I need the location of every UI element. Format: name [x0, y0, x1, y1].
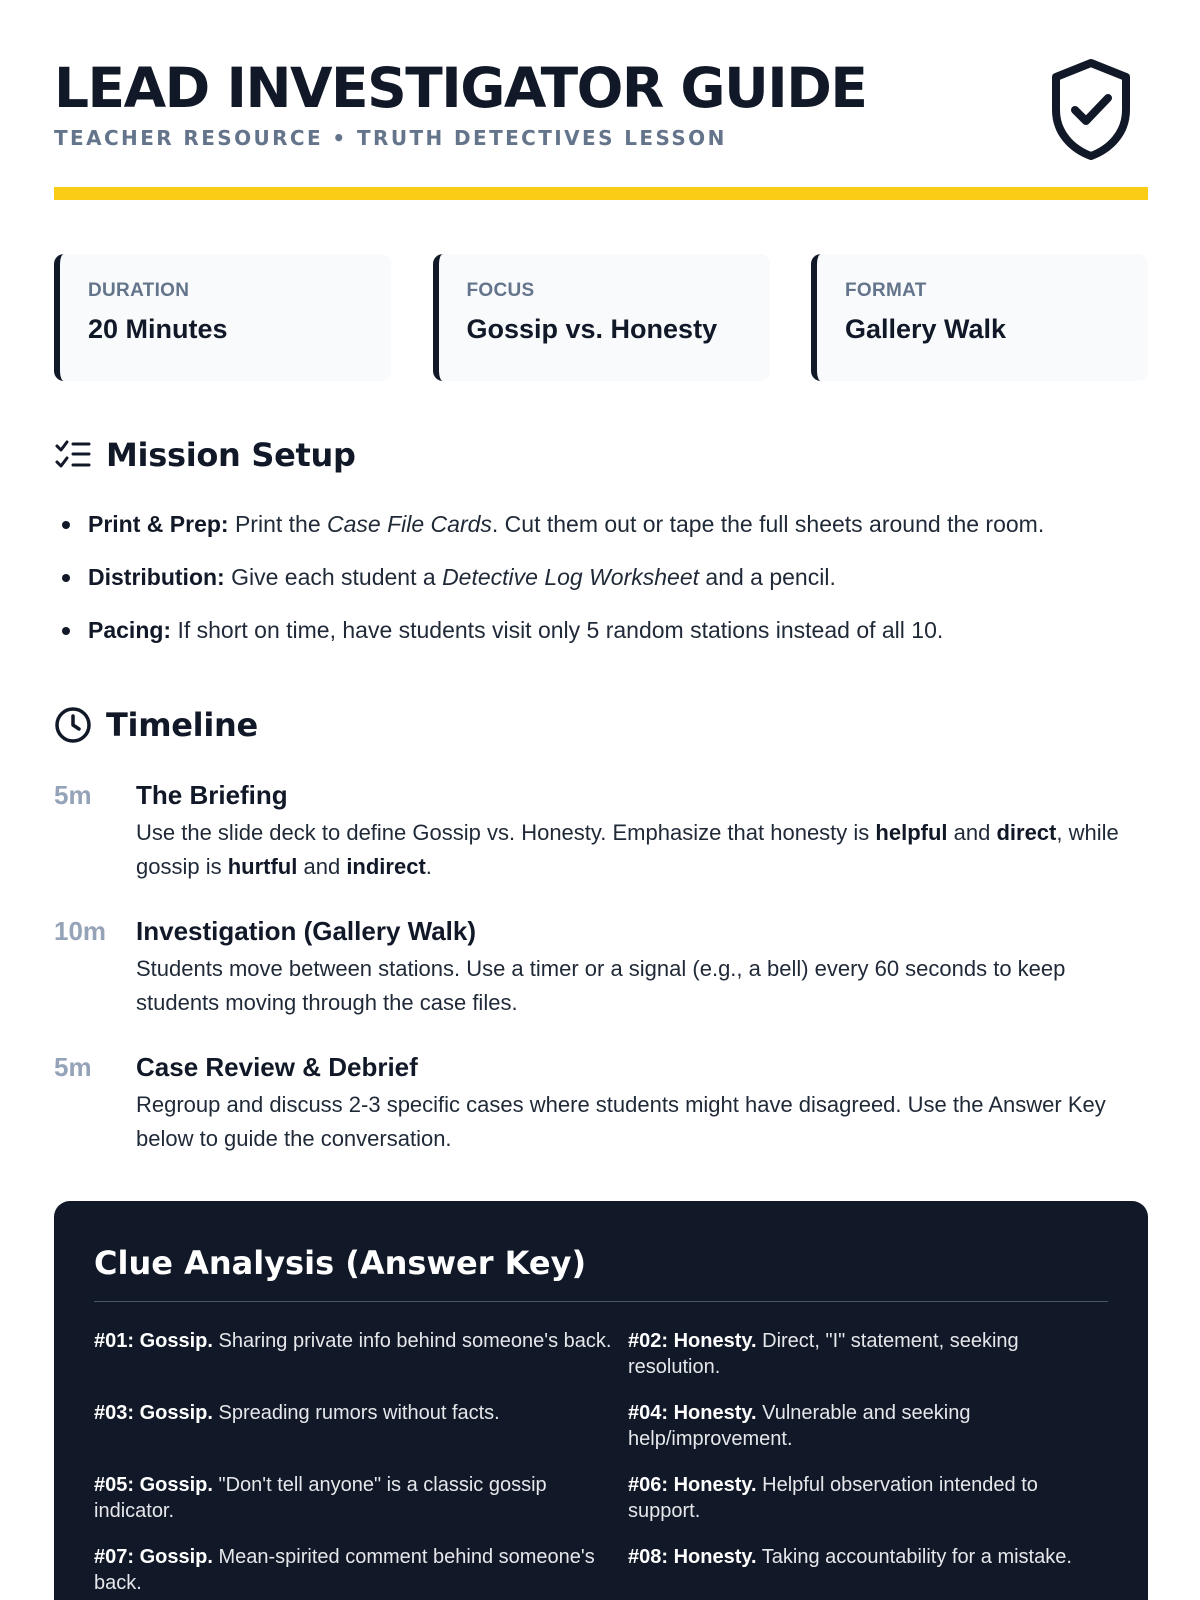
timeline-list — [54, 778, 1148, 1186]
answer-key-panel — [54, 1201, 1148, 1600]
answer-key-divider — [94, 1301, 1108, 1302]
answer-key-item: #01: Gossip. Sharing private info behind someone's back. — [94, 1330, 612, 1352]
mission-list — [62, 508, 1142, 667]
card-value: Gossip vs. Honesty — [466, 314, 718, 344]
card-label: FORMAT — [845, 280, 927, 301]
item-text: If short on time, have students visit only 5 random stations instead of all 10. — [171, 617, 944, 643]
section-title: Mission Setup — [106, 436, 356, 474]
checklist-icon — [54, 438, 92, 472]
timeline-item — [54, 914, 1148, 1020]
page-title: LEAD INVESTIGATOR GUIDE — [54, 56, 867, 120]
page-header — [54, 52, 1148, 150]
timeline-duration: 5m — [54, 1052, 92, 1082]
item-text: Give each student a — [224, 564, 443, 590]
answer-key-item: #06: Honesty. Helpful observation intended to support. — [628, 1474, 1038, 1522]
answer-key-title: Clue Analysis (Answer Key) — [94, 1244, 587, 1282]
item-emphasis: Case File Cards — [327, 511, 492, 537]
timeline-title: Case Review & Debrief — [136, 1052, 418, 1082]
info-cards — [54, 254, 1148, 381]
answer-key-item: #03: Gossip. Spreading rumors without facts. — [94, 1402, 500, 1424]
timeline-description: Students move between stations. Use a timer or a signal (e.g., a bell) every 60 seconds to keep students moving through the case files. — [136, 956, 1066, 1015]
answer-key-item: #04: Honesty. Vulnerable and seeking help/improvement. — [628, 1402, 971, 1450]
item-label: Distribution: — [88, 564, 225, 590]
answer-key-item: #08: Honesty. Taking accountability for a mistake. — [628, 1546, 1072, 1568]
timeline-item — [54, 1050, 1148, 1156]
timeline-duration: 5m — [54, 780, 92, 810]
header-divider — [54, 187, 1148, 200]
card-format — [811, 254, 1148, 381]
timeline-title: Investigation (Gallery Walk) — [136, 916, 477, 946]
item-text: . Cut them out or tape the full sheets around the room. — [491, 511, 1045, 537]
item-text: Print the — [228, 511, 328, 537]
timeline-item — [54, 778, 1148, 884]
list-item — [62, 614, 1142, 667]
timeline-description: Use the slide deck to define Gossip vs. Honesty. Emphasize that honesty is helpful and direct, while gossip is hurtful and indirect. — [136, 820, 1119, 879]
card-duration — [54, 254, 391, 381]
card-label: DURATION — [88, 280, 190, 301]
timeline-duration: 10m — [54, 916, 107, 946]
item-emphasis: Detective Log Worksheet — [442, 564, 700, 590]
page-subtitle: TEACHER RESOURCE • TRUTH DETECTIVES LESSON — [54, 126, 727, 150]
answer-key-item: #02: Honesty. Direct, "I" statement, seeking resolution. — [628, 1330, 1019, 1378]
clock-icon — [54, 706, 92, 744]
timeline-title: The Briefing — [136, 780, 288, 810]
timeline-description: Regroup and discuss 2-3 specific cases where students might have disagreed. Use the Answer Key below to guide the conversation. — [136, 1092, 1106, 1151]
card-focus — [433, 254, 770, 381]
shield-check-icon — [1048, 58, 1134, 160]
item-label: Pacing: — [88, 617, 172, 643]
item-label: Print & Prep: — [88, 511, 229, 537]
card-value: Gallery Walk — [845, 314, 1007, 344]
card-value: 20 Minutes — [88, 314, 228, 344]
card-label: FOCUS — [466, 280, 535, 301]
list-item — [62, 508, 1142, 561]
item-text: and a pencil. — [699, 564, 836, 590]
answer-key-item: #05: Gossip. "Don't tell anyone" is a classic gossip indicator. — [94, 1474, 547, 1522]
list-item — [62, 561, 1142, 614]
section-title: Timeline — [106, 706, 258, 744]
mission-setup-heading — [54, 436, 356, 474]
timeline-heading — [54, 706, 258, 744]
answer-key-grid — [94, 1328, 1108, 1596]
answer-key-item: #07: Gossip. Mean-spirited comment behind someone's back. — [94, 1546, 595, 1594]
